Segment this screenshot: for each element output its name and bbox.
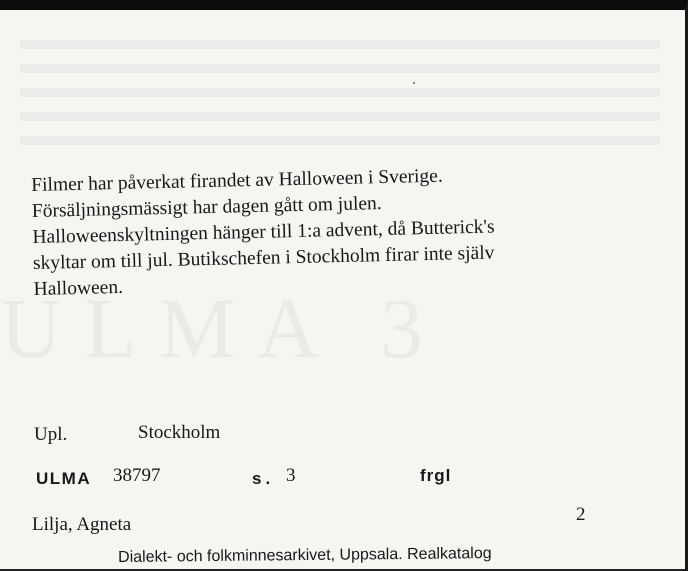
text-line: Halloweenskyltningen hänger till 1:a advent, då Butterick's: [32, 216, 495, 248]
text-line: Försäljningsmässigt har dagen gått om julen.: [31, 193, 382, 222]
page-label: s.: [252, 469, 275, 488]
archive-footer: Dialekt- och folkminnesarkivet, Uppsala. Realkatalog: [118, 545, 492, 566]
card-body-text: [31, 159, 664, 303]
category-code: frgl: [420, 466, 452, 485]
text-line: skyltar om till jul. Butikschefen i Stockholm firar inte själv: [32, 242, 495, 274]
bleed-through-lines: [20, 40, 660, 160]
text-line: Halloween.: [33, 276, 124, 300]
text-line: Filmer har påverkat firandet av Halloween i Sverige.: [31, 165, 443, 196]
card-number: 2: [576, 504, 586, 525]
province-label: Upl.: [34, 424, 68, 445]
recorder-name: Lilja, Agneta: [32, 514, 132, 535]
archive-number: 38797: [113, 465, 161, 486]
place-name: Stockholm: [138, 422, 221, 443]
paper-speck: [413, 82, 415, 84]
page-number: 3: [286, 465, 296, 486]
archive-code: ULMA: [36, 469, 92, 488]
